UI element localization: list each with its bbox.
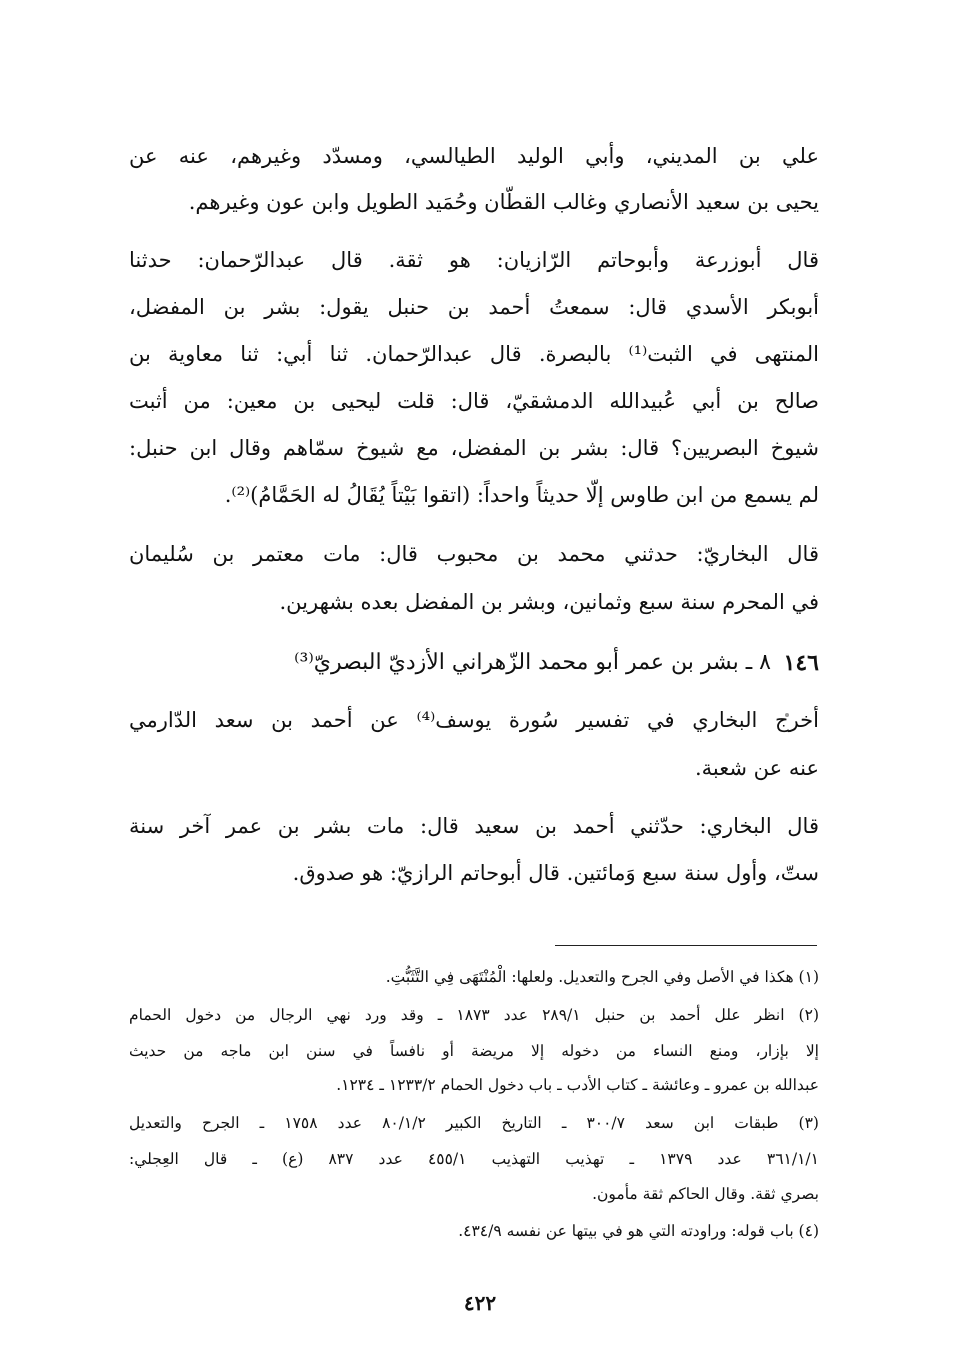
body-text-line: عنه عن شعبة. (695, 756, 819, 780)
footnote-line: إلا بإزار، ومنع النساء من دخوله إلا مريضة أو نافساً في سنن ابن ماجه من حديث (129, 1042, 819, 1060)
body-text-line: شيوخ البصريين؟ قال: بشر بن المفضل، مع شيوخ سمّاهم وقال ابن حنبل: (129, 436, 819, 460)
footnote-line: بصري ثقة. وقال الحاكم ثقة مأمون. (592, 1185, 819, 1203)
body-text-line: يحيى بن سعيد الأنصاري وغالب القطّان وحُمَيد الطويل وابن عون وغيرهم. (188, 190, 819, 214)
footnote-line: (١) هكذا في الأصل وفي الجرح والتعديل. ولعلها: الْمُنْتَهَى فِي التَّثَبُّتِ. (385, 968, 819, 986)
body-text-line: قال البخاري: حدّثني أحمد بن سعيد قال: مات بشر بن عمر آخر سنة (129, 814, 819, 838)
entry-number: ١٤٦ (783, 650, 819, 676)
page-number: ٤٢٢ (463, 1291, 497, 1315)
footnote-line: (٣) طبقات ابن سعد ٣٠٠/٧ ـ التاريخ الكبير ٨٠/١/٢ عدد ١٧٥٨ ـ الجرح والتعديل (129, 1114, 819, 1132)
body-text-line: في المحرم سنة سبع وثمانين، وبشر بن المفضل بعده بشهرين. (279, 590, 819, 614)
body-text-line: قال البخاريّ: حدثني محمد بن محبوب قال: مات معتمر بن سُليمان (129, 542, 819, 566)
body-text-line: أخرج البخاري في تفسير سُورة يوسف⁽⁴⁾ عن أحمد بن سعد الدّارمي (129, 708, 819, 732)
body-text-line: أبوبكر الأسدي قال: سمعتُ أحمد بن حنبل يقول: بشر بن المفضل، (129, 295, 819, 319)
entry-title: ٨ ـ بشر بن عمر أبو محمد الزّهراني الأزديّ البصريّ⁽³⁾ (294, 650, 771, 675)
footnote-separator (555, 945, 817, 946)
body-text-line: ستّ، وأول سنة سبع وَمائتين. قال أبوحاتم الرازيّ: هو صدوق. (292, 861, 819, 885)
footnote-line: (٤) باب قوله: وراودته التي هو في بيتها عن نفسه ٤٣٤/٩. (458, 1222, 819, 1240)
body-text-line: المنتهى في الثبت⁽¹⁾ بالبصرة. قال عبدالرّحمان. ثنا أبي: ثنا معاوية بن (129, 342, 819, 366)
footnote-line: (٢) انظر علل أحمد بن حنبل ٢٨٩/١ عدد ١٨٧٣ ـ وقد ورد نهي الرجال من دخول الحمام (129, 1006, 819, 1024)
body-text-line: لم يسمع من ابن طاوس إلّا حديثاً واحداً: (اتقوا بَيْتاً يُقَالُ له الحَمَّامُ)⁽²⁾. (224, 483, 819, 507)
footnote-line: عبدالله بن عمرو ـ وعائشة ـ كتاب الأدب ـ باب دخول الحمام ١٢٣٣/٢ ـ ١٢٣٤. (336, 1076, 819, 1094)
body-text-line: علي بن المديني، وأبي الوليد الطيالسي، ومسدّد وغيرهم، عنه عن (129, 144, 819, 168)
footnote-line: ٣٦١/١/١ عدد ١٣٧٩ ـ تهذيب التهذيب ٤٥٥/١ عدد ٨٣٧ (ع) ـ قال العِجلي: (129, 1150, 819, 1168)
body-text-line: صالح بن أبي عُبيدالله الدمشقيّ، قال: قلت ليحيى بن معين: من أثبت (129, 389, 819, 413)
body-text-line: قال أبوزرعة وأبوحاتم الرّازيان: هو ثقة. قال عبدالرّحمان: حدثنا (129, 248, 819, 272)
